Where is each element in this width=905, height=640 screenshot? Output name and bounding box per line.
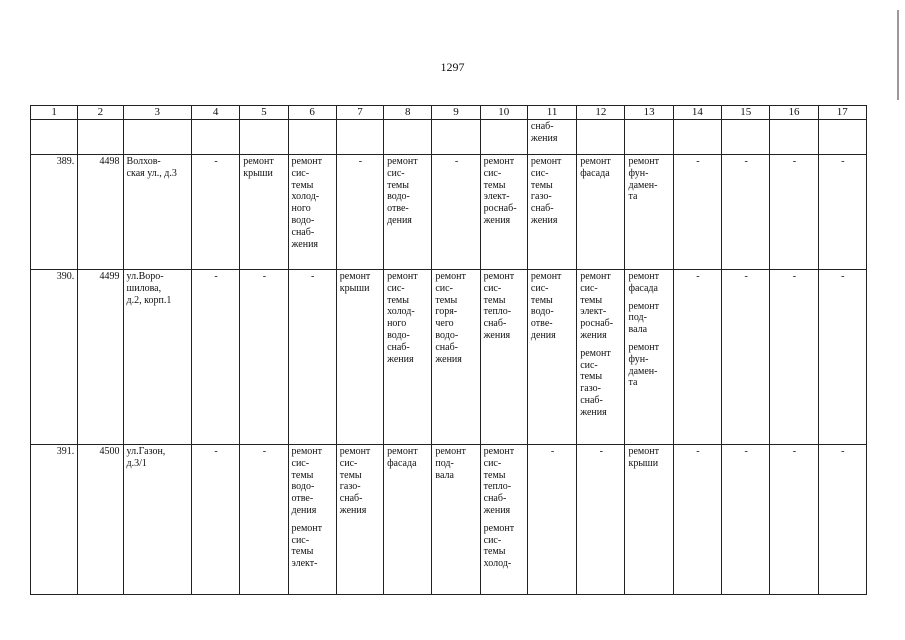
column-number: 6 xyxy=(288,106,336,120)
column-number: 14 xyxy=(673,106,721,120)
continuation-row xyxy=(31,120,867,155)
repair-work: ремонт фасада xyxy=(387,446,418,469)
repair-work: ремонт крыши xyxy=(339,271,371,294)
repair-work: ремонт под- вала xyxy=(435,446,466,481)
column-number: 3 xyxy=(123,106,191,120)
column-number-row xyxy=(31,106,867,120)
repair-work: ремонт сис- темы холод- xyxy=(483,522,515,570)
empty-dash: - xyxy=(214,271,218,282)
repair-work: ремонт сис- темы элект- роснаб- жения xyxy=(483,156,517,226)
empty-dash: - xyxy=(841,271,845,282)
repair-work: ремонт сис- темы тепло- снаб- жения xyxy=(483,446,515,516)
empty-dash: - xyxy=(841,446,845,457)
empty-dash: - xyxy=(358,156,363,167)
column-number: 5 xyxy=(240,106,288,120)
row-number: 389. xyxy=(56,156,75,167)
address: Волхов- ская ул., д.3 xyxy=(126,156,177,179)
address: ул.Газон, д.3/1 xyxy=(126,446,166,469)
building-code: 4499 xyxy=(99,271,120,282)
empty-dash: - xyxy=(262,446,267,457)
empty-dash: - xyxy=(841,156,845,167)
repair-work: ремонт сис- темы водо- отве- дения xyxy=(387,156,418,226)
repair-work: ремонт крыши xyxy=(628,446,659,469)
column-number: 12 xyxy=(577,106,625,120)
column-number: 17 xyxy=(818,106,866,120)
repair-work: ремонт фасада xyxy=(580,156,611,179)
continued-work-text: снаб- жения xyxy=(530,121,558,144)
empty-dash: - xyxy=(454,156,459,167)
repair-work: ремонт сис- темы тепло- снаб- жения xyxy=(483,271,515,341)
repair-work: ремонт крыши xyxy=(243,156,274,179)
table-row xyxy=(31,155,867,270)
repair-work: ремонт фасада xyxy=(628,271,659,294)
empty-dash: - xyxy=(599,446,604,457)
repair-work: ремонт сис- темы элект- роснаб- жения xyxy=(580,271,614,341)
empty-dash: - xyxy=(792,271,797,282)
row-number: 391. xyxy=(56,446,75,457)
empty-dash: - xyxy=(214,446,218,457)
column-number: 10 xyxy=(480,106,527,120)
repair-work: ремонт под- вала xyxy=(628,300,659,336)
page-number: 1297 xyxy=(440,60,465,74)
repair-work: ремонт сис- темы элект- xyxy=(291,522,323,570)
repair-work: ремонт сис- темы холод- ного водо- снаб- жения xyxy=(291,156,323,250)
table-row xyxy=(31,445,867,595)
column-number: 1 xyxy=(31,106,78,120)
repair-schedule-table xyxy=(30,105,867,595)
row-number: 390. xyxy=(56,271,75,282)
column-number: 16 xyxy=(770,106,818,120)
empty-dash: - xyxy=(696,271,700,282)
repair-work: ремонт сис- темы газо- снаб- жения xyxy=(339,446,371,516)
empty-dash: - xyxy=(262,271,267,282)
repair-work: ремонт сис- темы водо- отве- дения xyxy=(291,446,323,516)
repair-work: ремонт сис- темы горя- чего водо- снаб- жения xyxy=(435,271,466,365)
column-number: 2 xyxy=(78,106,123,120)
empty-dash: - xyxy=(696,156,700,167)
column-number: 8 xyxy=(384,106,432,120)
empty-dash: - xyxy=(744,446,748,457)
building-code: 4498 xyxy=(99,156,120,167)
repair-work: ремонт сис- темы водо- отве- дения xyxy=(530,271,562,341)
repair-work: ремонт фун- дамен- та xyxy=(628,156,659,203)
table-row xyxy=(31,270,867,445)
column-number: 13 xyxy=(625,106,673,120)
empty-dash: - xyxy=(696,446,700,457)
column-number: 7 xyxy=(336,106,383,120)
column-number: 15 xyxy=(722,106,770,120)
empty-dash: - xyxy=(310,271,315,282)
column-number: 4 xyxy=(191,106,239,120)
building-code: 4500 xyxy=(99,446,120,457)
repair-work: ремонт фун- дамен- та xyxy=(628,341,659,389)
column-number: 11 xyxy=(527,106,576,120)
empty-dash: - xyxy=(550,446,555,457)
address: ул.Воро- шилова, д.2, корп.1 xyxy=(126,271,172,306)
repair-work: ремонт сис- темы газо- снаб- жения xyxy=(580,347,611,418)
empty-dash: - xyxy=(214,156,218,167)
empty-dash: - xyxy=(744,156,748,167)
empty-dash: - xyxy=(792,446,797,457)
empty-dash: - xyxy=(792,156,797,167)
empty-dash: - xyxy=(744,271,748,282)
repair-work: ремонт сис- темы холод- ного водо- снаб- жения xyxy=(387,271,418,365)
column-number: 9 xyxy=(432,106,480,120)
scan-edge-mark xyxy=(897,10,899,100)
repair-work: ремонт сис- темы газо- снаб- жения xyxy=(530,156,562,226)
